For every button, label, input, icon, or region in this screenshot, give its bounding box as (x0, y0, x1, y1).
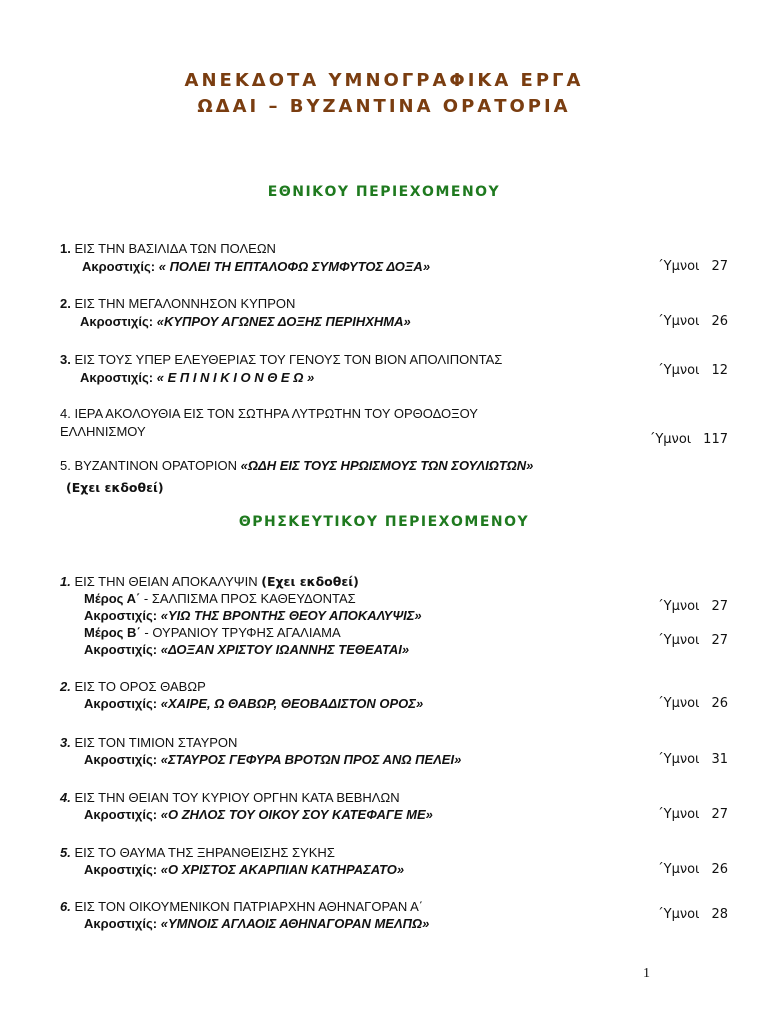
hymn-label: ΄Υμνοι (657, 752, 700, 767)
hymn-count (657, 363, 728, 378)
hymn-label: ΄Υμνοι (648, 432, 692, 447)
hymn-number: 26 (711, 314, 728, 329)
acrostic-line (80, 314, 411, 329)
part-b-line (84, 625, 341, 640)
item-title: ΕΙΣ ΤΗΝ ΘΕΙΑΝ ΤΟΥ ΚΥΡΙΟΥ ΟΡΓΗΝ ΚΑΤΑ ΒΕΒΗΛΩΝ (74, 790, 400, 805)
item-title-continued: ΕΛΛΗΝΙΣΜΟΥ (60, 424, 146, 439)
acrostic-line (84, 642, 409, 657)
item-number: 5. (60, 458, 71, 473)
published-note: (Εχει εκδοθεί) (66, 480, 164, 495)
page-number: 1 (643, 966, 650, 981)
hymn-count (657, 862, 728, 877)
hymn-number: 28 (711, 907, 728, 922)
hymn-label: ΄Υμνοι (657, 807, 700, 822)
acrostic-text: «ΚΥΠΡΟΥ ΑΓΩΝΕΣ ΔΟΞΗΣ ΠΕΡΙΗΧΗΜΑ» (156, 314, 411, 329)
list-item (60, 735, 237, 750)
hymn-count (657, 696, 728, 711)
acrostic-label: Ακροστιχίς: (84, 916, 158, 931)
section-heading-religious: ΘΡΗΣΚΕΥΤΙΚΟΥ ΠΕΡΙΕΧΟΜΕΝΟΥ (238, 514, 530, 530)
section-heading-national: ΕΘΝΙΚΟΥ ΠΕΡΙΕΧΟΜΕΝΟΥ (267, 184, 501, 200)
hymn-number: 26 (711, 862, 728, 877)
acrostic-text: «ΥΜΝΟΙΣ ΑΓΛΑΟΙΣ ΑΘΗΝΑΓΟΡΑΝ ΜΕΛΠΩ» (160, 916, 430, 931)
hymn-count (657, 259, 728, 274)
acrostic-text: « ΠΟΛΕΙ ΤΗ ΕΠΤΑΛΟΦΩ ΣΥΜΦΥΤΟΣ ΔΟΞΑ» (158, 259, 431, 274)
list-item (60, 790, 400, 805)
hymn-count (657, 599, 728, 614)
acrostic-label: Ακροστιχίς: (84, 696, 158, 711)
item-number: 6. (60, 899, 71, 914)
document-title-line-1: ΑΝΕΚΔΟΤΑ ΥΜΝΟΓΡΑΦΙΚΑ ΕΡΓΑ (184, 70, 584, 91)
list-item (60, 296, 295, 311)
part-title: - ΣΑΛΠΙΣΜΑ ΠΡΟΣ ΚΑΘΕΥΔΟΝΤΑΣ (143, 591, 356, 606)
part-a-line (84, 591, 356, 606)
hymn-number: 117 (703, 432, 728, 447)
acrostic-line (84, 608, 422, 623)
list-item (60, 899, 423, 914)
hymn-number: 27 (711, 599, 728, 614)
acrostic-line (84, 862, 404, 877)
item-number: 5. (60, 845, 71, 860)
part-title: - ΟΥΡΑΝΙΟΥ ΤΡΥΦΗΣ ΑΓΑΛΙΑΜΑ (144, 625, 341, 640)
list-item (60, 241, 276, 256)
acrostic-text: «ΧΑΙΡΕ, Ω ΘΑΒΩΡ, ΘΕΟΒΑΔΙΣΤΟΝ ΟΡΟΣ» (160, 696, 424, 711)
item-number: 1. (60, 241, 71, 256)
item-title: ΕΙΣ ΤΗΝ ΒΑΣΙΛΙΔΑ ΤΩΝ ΠΟΛΕΩΝ (74, 241, 276, 256)
item-title: ΙΕΡΑ ΑΚΟΛΟΥΘΙΑ ΕΙΣ ΤΟΝ ΣΩΤΗΡΑ ΛΥΤΡΩΤΗΝ ΤΟΥ ΟΡΘΟΔΟΞΟΥ (74, 406, 478, 421)
hymn-label: ΄Υμνοι (657, 907, 700, 922)
hymn-number: 12 (711, 363, 728, 378)
acrostic-line (84, 807, 433, 822)
published-note: (Εχει εκδοθεί) (261, 574, 359, 589)
hymn-count (657, 907, 728, 922)
part-label: Μέρος Α΄ (84, 591, 141, 606)
acrostic-label: Ακροστιχίς: (84, 608, 158, 623)
hymn-label: ΄Υμνοι (657, 363, 700, 378)
item-title: ΕΙΣ ΤΟ ΘΑΥΜΑ ΤΗΣ ΞΗΡΑΝΘΕΙΣΗΣ ΣΥΚΗΣ (74, 845, 335, 860)
hymn-number: 27 (711, 259, 728, 274)
list-item (60, 406, 478, 421)
acrostic-line (84, 752, 461, 767)
acrostic-line (82, 259, 430, 274)
acrostic-label: Ακροστιχίς: (84, 807, 158, 822)
acrostic-text: «Ο ΖΗΛΟΣ ΤΟΥ ΟΙΚΟΥ ΣΟΥ ΚΑΤΕΦΑΓΕ ΜΕ» (160, 807, 433, 822)
item-number: 2. (60, 679, 71, 694)
acrostic-text: «ΣΤΑΥΡΟΣ ΓΕΦΥΡΑ ΒΡΟΤΩΝ ΠΡΟΣ ΑΝΩ ΠΕΛΕΙ» (160, 752, 462, 767)
hymn-count (649, 432, 728, 447)
hymn-label: ΄Υμνοι (657, 599, 700, 614)
item-title: ΕΙΣ ΤΟΝ ΤΙΜΙΟΝ ΣΤΑΥΡΟΝ (74, 735, 238, 750)
acrostic-label: Ακροστιχίς: (82, 259, 156, 274)
list-item (60, 574, 359, 589)
document-title-line-2: ΩΔΑΙ – ΒΥΖΑΝΤΙΝΑ ΟΡΑΤΟΡΙΑ (197, 96, 571, 117)
acrostic-text: «ΥΙΩ ΤΗΣ ΒΡΟΝΤΗΣ ΘΕΟΥ ΑΠΟΚΑΛΥΨΙΣ» (160, 608, 422, 623)
item-title: ΕΙΣ ΤΗΝ ΜΕΓΑΛΟΝΝΗΣΟΝ ΚΥΠΡΟΝ (74, 296, 296, 311)
hymn-count (657, 752, 728, 767)
item-number: 3. (60, 735, 71, 750)
list-item (60, 458, 533, 473)
list-item (60, 352, 502, 367)
item-subtitle: «ΩΔΗ ΕΙΣ ΤΟΥΣ ΗΡΩΙΣΜΟΥΣ ΤΩΝ ΣΟΥΛΙΩΤΩΝ» (240, 458, 534, 473)
hymn-number: 31 (711, 752, 728, 767)
acrostic-label: Ακροστιχίς: (84, 642, 158, 657)
item-number: 2. (60, 296, 71, 311)
acrostic-label: Ακροστιχίς: (84, 752, 158, 767)
list-item (60, 845, 335, 860)
acrostic-line (84, 696, 423, 711)
item-title: ΕΙΣ ΤΟΥΣ ΥΠΕΡ ΕΛΕΥΘΕΡΙΑΣ ΤΟΥ ΓΕΝΟΥΣ ΤΟΝ ΒΙΟΝ ΑΠΟΛΙΠΟΝΤΑΣ (74, 352, 503, 367)
hymn-label: ΄Υμνοι (657, 633, 700, 648)
item-number: 3. (60, 352, 71, 367)
item-title: ΕΙΣ ΤΟΝ ΟΙΚΟΥΜΕΝΙΚΟΝ ΠΑΤΡΙΑΡΧΗΝ ΑΘΗΝΑΓΟΡΑΝ Α΄ (74, 899, 424, 914)
part-label: Μέρος Β΄ (84, 625, 141, 640)
acrostic-line (80, 370, 314, 385)
list-item (60, 679, 206, 694)
acrostic-label: Ακροστιχίς: (84, 862, 158, 877)
item-number: 4. (60, 790, 71, 805)
acrostic-label: Ακροστιχίς: (80, 314, 154, 329)
hymn-number: 27 (711, 807, 728, 822)
item-number: 4. (60, 406, 71, 421)
hymn-label: ΄Υμνοι (657, 862, 700, 877)
acrostic-label: Ακροστιχίς: (80, 370, 154, 385)
acrostic-text: «Ο ΧΡΙΣΤΟΣ ΑΚΑΡΠΙΑΝ ΚΑΤΗΡΑΣΑΤΟ» (160, 862, 405, 877)
hymn-count (657, 314, 728, 329)
hymn-number: 27 (711, 633, 728, 648)
acrostic-line (84, 916, 429, 931)
hymn-number: 26 (711, 696, 728, 711)
item-title: ΕΙΣ ΤΟ ΟΡΟΣ ΘΑΒΩΡ (74, 679, 206, 694)
hymn-label: ΄Υμνοι (657, 696, 700, 711)
item-title: ΒΥΖΑΝΤΙΝΟΝ ΟΡΑΤΟΡΙΟΝ (74, 458, 237, 473)
acrostic-text: « Ε Π Ι Ν Ι Κ Ι Ο Ν Θ Ε Ω » (156, 370, 315, 385)
acrostic-text: «ΔΟΞΑΝ ΧΡΙΣΤΟΥ ΙΩΑΝΝΗΣ ΤΕΘΕΑΤΑΙ» (160, 642, 410, 657)
hymn-count (657, 807, 728, 822)
item-title: ΕΙΣ ΤΗΝ ΘΕΙΑΝ ΑΠΟΚΑΛΥΨΙΝ (74, 574, 258, 589)
hymn-label: ΄Υμνοι (657, 314, 700, 329)
hymn-count (657, 633, 728, 648)
item-number: 1. (60, 574, 71, 589)
hymn-label: ΄Υμνοι (657, 259, 700, 274)
